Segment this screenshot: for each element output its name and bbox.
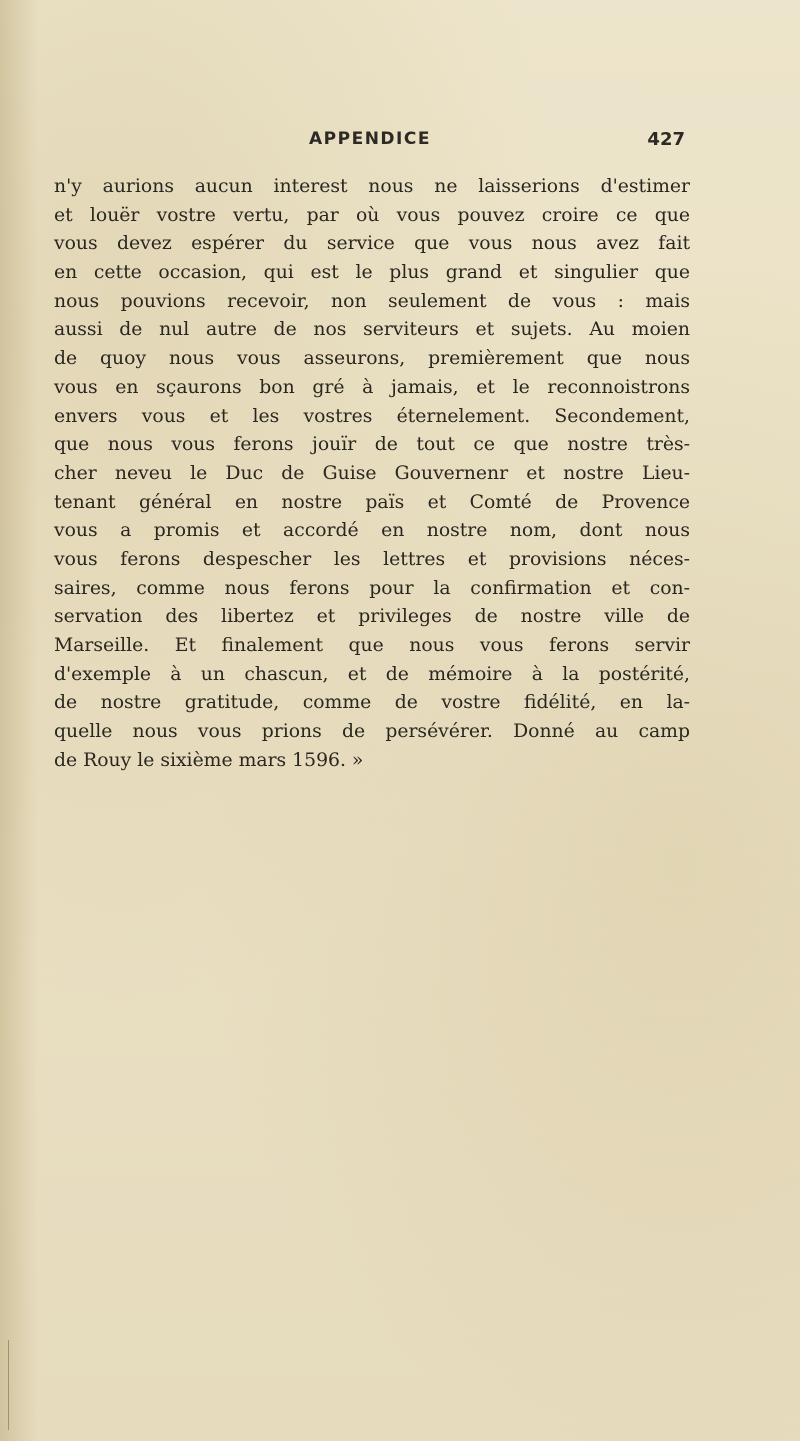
page-number: 427: [647, 129, 685, 150]
text-line: en cette occasion, qui est le plus grand et singulier que: [54, 262, 690, 284]
text-line: envers vous et les vostres éternelement. Secondement,: [54, 405, 690, 427]
text-line: quelle nous vous prions de persévérer. Donné au camp: [54, 721, 690, 743]
text-line: de nostre gratitude, comme de vostre fidélité, en la-: [54, 692, 690, 714]
body-text: [54, 173, 690, 775]
text-line: de Rouy le sixième mars 1596. »: [54, 749, 364, 771]
text-line: vous devez espérer du service que vous nous avez fait: [54, 233, 690, 255]
text-line: nous pouvions recevoir, non seulement de vous : mais: [54, 290, 690, 312]
text-line: vous ferons despescher les lettres et provisions néces-: [54, 548, 690, 570]
text-line: cher neveu le Duc de Guise Gouvernenr et nostre Lieu-: [54, 462, 690, 484]
text-line: de quoy nous vous asseurons, premièrement que nous: [54, 348, 690, 370]
text-line: servation des libertez et privileges de nostre ville de: [54, 606, 690, 628]
text-line: d'exemple à un chascun, et de mémoire à la postérité,: [54, 663, 690, 685]
text-line: n'y aurions aucun interest nous ne laisserions d'estimer: [54, 176, 690, 197]
text-line: vous a promis et accordé en nostre nom, dont nous: [54, 520, 690, 542]
text-line: Marseille. Et finalement que nous vous ferons servir: [54, 635, 690, 656]
running-head: [55, 129, 685, 159]
text-line: que nous vous ferons jouïr de tout ce que nostre très-: [54, 434, 690, 456]
text-line: aussi de nul autre de nos serviteurs et sujets. Au moien: [54, 319, 690, 341]
text-line: et louër vostre vertu, par où vous pouvez croire ce que: [54, 204, 690, 226]
text-line: tenant général en nostre païs et Comté de Provence: [54, 491, 690, 513]
binding-shadow: [0, 0, 38, 1441]
text-line: vous en sçaurons bon gré à jamais, et le reconnoistrons: [54, 376, 690, 398]
running-title: APPENDICE: [309, 129, 431, 149]
page-edge-mark: [8, 1340, 9, 1430]
text-line: saires, comme nous ferons pour la confirmation et con-: [54, 577, 690, 599]
